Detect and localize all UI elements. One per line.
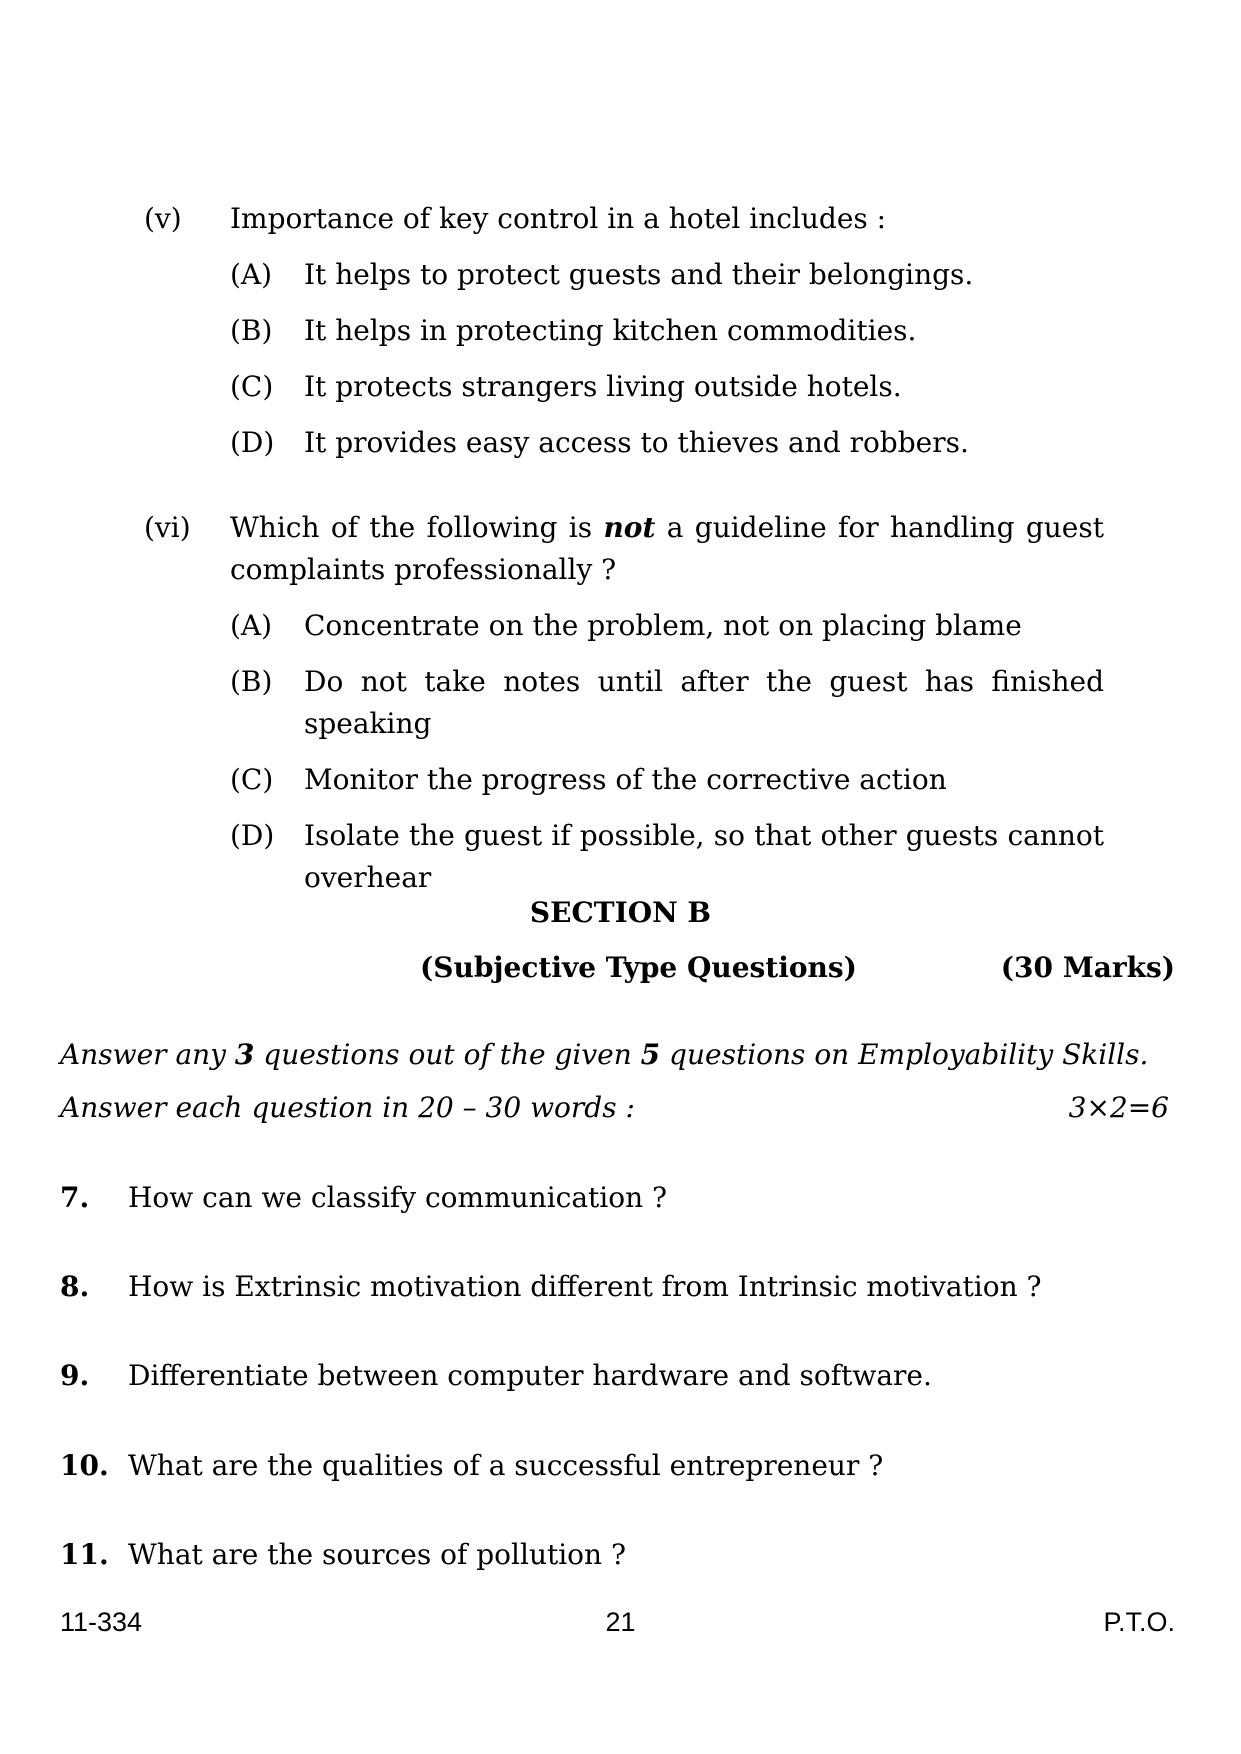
question-number: 8.: [60, 1270, 90, 1303]
question-stem: [144, 507, 1104, 591]
question-number: 10.: [60, 1449, 109, 1482]
instruction-text: Answer any: [60, 1038, 235, 1071]
instruction-text: questions on Employability Skills.: [660, 1038, 1149, 1071]
please-turn-over: P.T.O.: [1103, 1607, 1175, 1637]
option-c: [144, 759, 1104, 801]
option-letter: (B): [230, 665, 273, 698]
option-b: [144, 310, 1104, 352]
option-text: It protects strangers living outside hotels.: [304, 370, 902, 403]
option-c: [144, 366, 1104, 408]
instruction-count-total: 5: [640, 1038, 661, 1071]
section-subtitle: (Subjective Type Questions): [420, 951, 857, 984]
question-8: [60, 1267, 1042, 1307]
question-text: What are the sources of pollution ?: [128, 1538, 626, 1571]
paper-code: 11-334: [60, 1607, 143, 1637]
negation-emphasis: not: [603, 511, 656, 544]
instruction-line-2: Answer each question in 20 – 30 words :: [60, 1091, 635, 1124]
option-letter: (D): [230, 819, 275, 852]
option-letter: (C): [230, 370, 274, 403]
instruction-text: questions out of the given: [254, 1038, 641, 1071]
option-b: [144, 661, 1104, 745]
question-number: (v): [144, 202, 182, 235]
question-text: [230, 507, 1104, 591]
question-number: 9.: [60, 1359, 90, 1392]
option-d: [144, 422, 1104, 464]
mcq-question-vi: [144, 507, 1104, 899]
option-text: Concentrate on the problem, not on placing blame: [304, 609, 1022, 642]
question-text: How can we classify communication ?: [128, 1181, 668, 1214]
option-text: It helps in protecting kitchen commodities.: [304, 314, 917, 347]
option-a: [144, 605, 1104, 647]
mcq-question-v: [144, 198, 1104, 464]
question-number: 7.: [60, 1181, 90, 1214]
question-number: (vi): [144, 511, 191, 544]
section-title: SECTION B: [529, 896, 712, 929]
option-letter: (B): [230, 314, 273, 347]
instruction-count-answer: 3: [234, 1038, 255, 1071]
option-text: It provides easy access to thieves and robbers.: [304, 426, 969, 459]
question-10: [60, 1446, 883, 1486]
instruction-line-1: [60, 1035, 1148, 1075]
question-number: 11.: [60, 1538, 109, 1571]
question-text: What are the qualities of a successful entrepreneur ?: [128, 1449, 884, 1482]
question-9: [60, 1356, 932, 1396]
option-text: Do not take notes until after the guest has finished speaking: [304, 665, 1104, 740]
question-text-start: Which of the following is: [230, 511, 604, 544]
instruction-score: 3×2=6: [1068, 1091, 1169, 1124]
question-7: [60, 1178, 667, 1218]
option-text: Isolate the guest if possible, so that other guests cannot overhear: [304, 819, 1104, 894]
option-text: It helps to protect guests and their belongings.: [304, 258, 974, 291]
question-text-end: a guideline for handling guest complaints professionally ?: [230, 511, 1104, 586]
option-letter: (D): [230, 426, 275, 459]
section-marks: (30 Marks): [1000, 951, 1175, 984]
question-11: [60, 1535, 626, 1575]
page-number: 21: [605, 1607, 636, 1637]
question-stem: [144, 198, 1104, 240]
option-d: [144, 815, 1104, 899]
option-a: [144, 254, 1104, 296]
option-letter: (C): [230, 763, 274, 796]
option-letter: (A): [230, 609, 273, 642]
question-text: How is Extrinsic motivation different from Intrinsic motivation ?: [128, 1270, 1042, 1303]
question-text: Importance of key control in a hotel includes :: [230, 202, 887, 235]
option-text: Monitor the progress of the corrective action: [304, 763, 947, 796]
option-letter: (A): [230, 258, 273, 291]
question-text: Differentiate between computer hardware and software.: [128, 1359, 932, 1392]
